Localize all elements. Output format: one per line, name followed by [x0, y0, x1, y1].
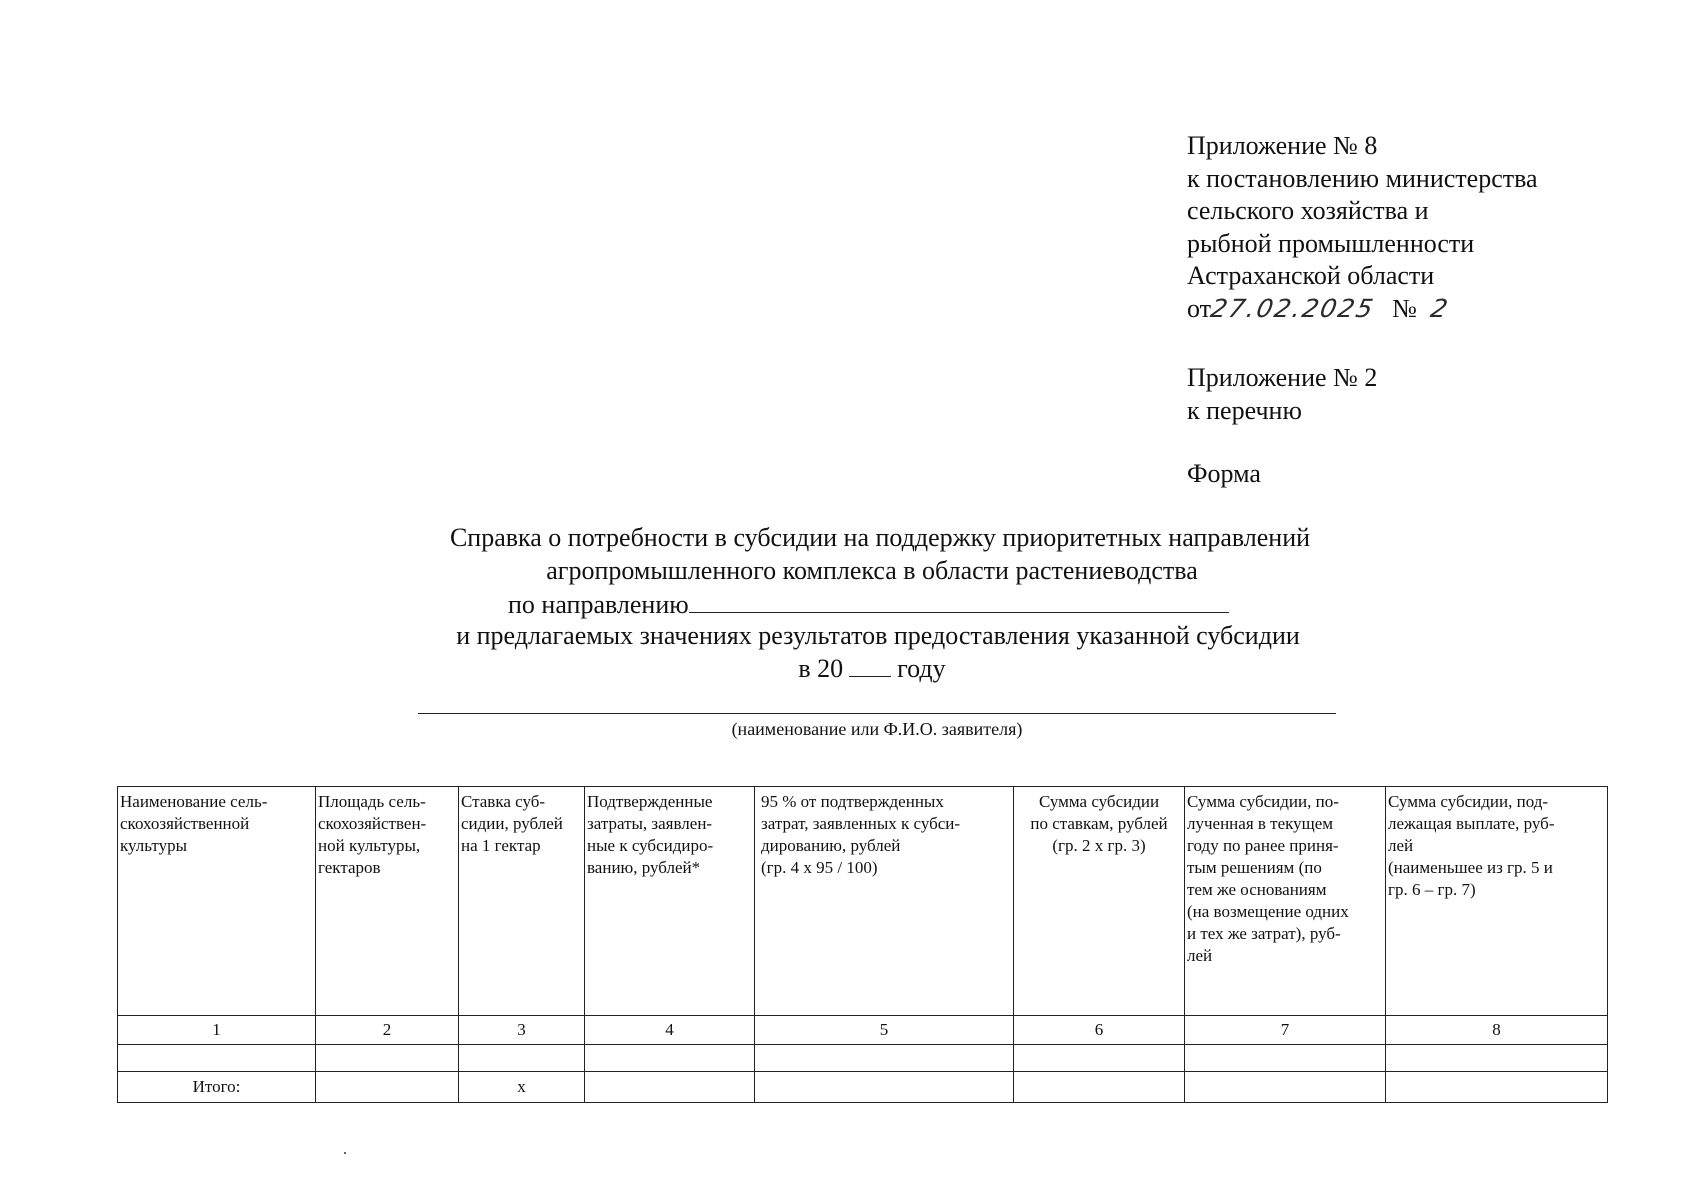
direction-blank: [689, 588, 1229, 613]
table-cell: [755, 1072, 1014, 1103]
handwritten-date: 27.02.2025: [1208, 293, 1378, 323]
approval-date-line: [1187, 293, 1538, 326]
column-number: 6: [1014, 1016, 1185, 1045]
column-number: 1: [118, 1016, 316, 1045]
header-text: Ставка суб- сидии, рублей на 1 гектар: [461, 792, 563, 855]
applicant-blank-line: [418, 713, 1336, 714]
column-number: 2: [316, 1016, 459, 1045]
header-text: 95 % от подтвержденных затрат, заявленных к субси- дированию, рублей (гр. 4 x 95 / 100): [761, 792, 961, 877]
direction-label: по направлению: [508, 590, 689, 619]
table-cell: [459, 1045, 585, 1072]
header-confirmed-costs: [585, 787, 755, 1016]
applicant-caption: (наименование или Ф.И.О. заявителя): [731, 719, 1023, 739]
header-area: [316, 787, 459, 1016]
header-text: Сумма субсидии, под- лежащая выплате, руб- лей (наименьшее из гр. 5 и гр. 6 – гр. 7): [1388, 792, 1555, 899]
table-cell: [585, 1045, 755, 1072]
column-number-row: [118, 1016, 1608, 1045]
column-number: 5: [755, 1016, 1014, 1045]
header-subsidy-by-rates: [1014, 787, 1185, 1016]
year-prefix: в 20: [798, 654, 844, 683]
table-cell: [1185, 1045, 1386, 1072]
table-cell: [1185, 1072, 1386, 1103]
table-cell: [755, 1045, 1014, 1072]
title-line-3: [508, 588, 1229, 621]
approval-line-1: Приложение № 8: [1187, 131, 1378, 160]
appendix-line-1: Приложение № 2: [1187, 363, 1378, 392]
table-cell: [316, 1045, 459, 1072]
title-line-5: [0, 653, 1696, 685]
year-suffix: году: [897, 654, 946, 683]
approval-line-2: к постановлению министерства: [1187, 163, 1538, 193]
header-text: Сумма субсидии, по- лученная в текущем году по ранее приня- тым решениям (по тем же основаниям (на возмещение одних и тех же затрат), руб- лей: [1187, 792, 1349, 965]
total-row: [118, 1072, 1608, 1103]
header-rate: [459, 787, 585, 1016]
header-text: Подтвержденные затраты, заявлен- ные к субсидиро- ванию, рублей*: [587, 792, 714, 877]
table-cell: [316, 1072, 459, 1103]
column-number: 4: [585, 1016, 755, 1045]
appendix-block: [1187, 362, 1377, 427]
table-cell: [585, 1072, 755, 1103]
table-row: [118, 1045, 1608, 1072]
form-label: Форма: [1187, 459, 1261, 488]
approval-line-3: сельского хозяйства и: [1187, 196, 1429, 225]
column-number: 8: [1386, 1016, 1608, 1045]
table-cell: [1014, 1072, 1185, 1103]
year-blank: [849, 654, 891, 677]
approval-block: [1187, 130, 1538, 325]
header-payable-subsidy: [1386, 787, 1608, 1016]
total-col3-mark: x: [459, 1072, 585, 1103]
table-cell: [1386, 1045, 1608, 1072]
header-text: Сумма субсидии по ставкам, рублей (гр. 2 x гр. 3): [1030, 792, 1168, 855]
stray-dot: [344, 1152, 346, 1154]
column-number: 3: [459, 1016, 585, 1045]
title-line-1: Справка о потребности в субсидии на поддержку приоритетных направлений: [449, 523, 1311, 552]
header-95-percent: [755, 787, 1014, 1016]
column-number: 7: [1185, 1016, 1386, 1045]
appendix-line-2: к перечню: [1187, 395, 1302, 425]
header-text: Площадь сель- скохозяйствен- ной культуры, гектаров: [318, 792, 427, 877]
header-crop-name: [118, 787, 316, 1016]
handwritten-number: 2: [1428, 293, 1453, 323]
table-cell: [1386, 1072, 1608, 1103]
date-prefix: от: [1187, 293, 1212, 323]
table-cell: [1014, 1045, 1185, 1072]
approval-line-4: рыбной промышленности: [1187, 228, 1475, 258]
title-line-2: агропромышленного комплекса в области растениеводства: [546, 556, 1198, 585]
table-header-row: [118, 787, 1608, 1016]
table-cell: [118, 1045, 316, 1072]
number-sign: №: [1392, 293, 1417, 323]
approval-line-5: Астраханской области: [1187, 261, 1435, 290]
header-text: Наименование сель- скохозяйственной культуры: [120, 792, 268, 855]
subsidy-table: [117, 786, 1608, 1103]
header-received-subsidy: [1185, 787, 1386, 1016]
title-line-4: и предлагаемых значениях результатов предоставления указанной субсидии: [456, 621, 1300, 650]
total-label: Итого:: [118, 1072, 316, 1103]
